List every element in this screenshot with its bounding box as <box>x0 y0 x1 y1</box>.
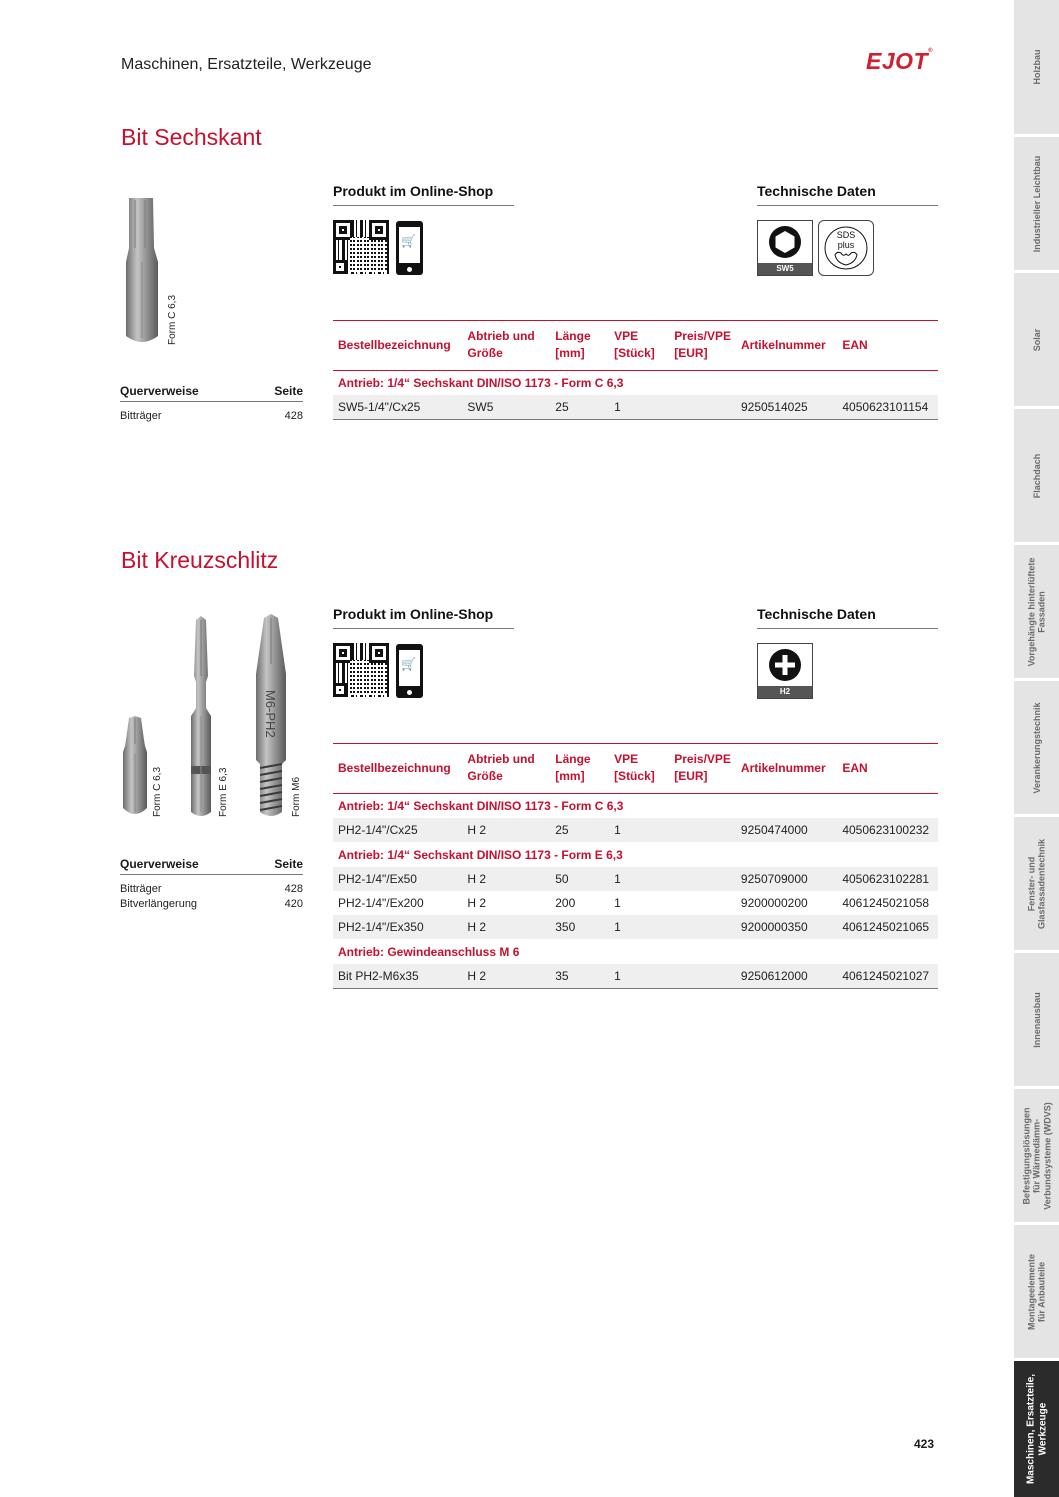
logo-text: EJOT <box>866 48 929 74</box>
cell-article: 9250514025 <box>736 395 837 419</box>
cell-drive: H 2 <box>462 964 550 988</box>
cell-ean: 4061245021027 <box>837 964 938 988</box>
cell-vpe: 1 <box>609 395 669 419</box>
xref-heading: Querverweise <box>120 384 199 398</box>
cross-drive-label: H2 <box>758 686 812 698</box>
col-vpe: VPE [Stück] <box>614 329 655 361</box>
col-bestellbezeichnung: Bestellbezeichnung <box>338 760 451 775</box>
tab-label: Maschinen, Ersatzteile, Werkzeuge <box>1025 1373 1048 1485</box>
cell-drive: H 2 <box>462 818 550 842</box>
col-artikelnummer: Artikelnummer <box>740 760 826 775</box>
cell-drive: H 2 <box>462 867 550 891</box>
col-abtrieb: Abtrieb und Größe <box>467 329 535 361</box>
form-label-c63: Form C 6,3 <box>167 294 178 345</box>
col-laenge: Länge [mm] <box>555 752 591 784</box>
tab-label: Montageelemente für Anbauteile <box>1026 1253 1047 1330</box>
group-row <box>333 939 938 964</box>
cell-length: 200 <box>550 891 609 915</box>
table-row[interactable] <box>333 891 938 915</box>
cart-icon: 🛒 <box>401 234 416 248</box>
tech-data-heading-2: Technische Daten <box>757 606 938 629</box>
cell-price <box>669 395 736 419</box>
cell-vpe: 1 <box>609 867 669 891</box>
tab-solar[interactable] <box>1014 273 1059 409</box>
cell-vpe: 1 <box>609 915 669 939</box>
xref-row[interactable] <box>120 898 303 910</box>
table-row[interactable] <box>333 818 938 842</box>
form-label-c63-2: Form C 6,3 <box>152 766 163 817</box>
col-preis: Preis/VPE [EUR] <box>674 329 731 361</box>
cell-length: 25 <box>550 395 609 419</box>
section-title-bit-kreuzschlitz: Bit Kreuzschlitz <box>121 547 279 573</box>
xref-page: 420 <box>284 898 303 910</box>
cell-article: 9250709000 <box>736 867 837 891</box>
col-bestellbezeichnung: Bestellbezeichnung <box>338 337 451 352</box>
table-row[interactable] <box>333 964 938 988</box>
cell-vpe: 1 <box>609 891 669 915</box>
cell-drive: H 2 <box>462 915 550 939</box>
xref-page-heading-2: Seite <box>274 857 303 871</box>
tab-innenausbau[interactable] <box>1014 953 1059 1089</box>
xref-page-heading: Seite <box>274 384 303 398</box>
product-table-kreuzschlitz <box>333 743 938 989</box>
col-ean: EAN <box>842 337 868 352</box>
tab-label: Flachdach <box>1031 453 1042 498</box>
cart-icon-2: 🛒 <box>401 657 416 671</box>
group-title: Antrieb: 1/4“ Sechskant DIN/ISO 1173 - Form E 6,3 <box>338 847 623 862</box>
qr-code-icon-2[interactable] <box>333 643 389 697</box>
cell-drive: SW5 <box>462 395 550 419</box>
form-label-m6: Form M6 <box>291 777 302 817</box>
table-row[interactable] <box>333 915 938 939</box>
tab-holzbau[interactable] <box>1014 0 1059 137</box>
tab-montageelemente[interactable] <box>1014 1225 1059 1361</box>
tab-label: Industrieller Leichtbau <box>1031 155 1042 252</box>
xref-page: 428 <box>284 883 303 895</box>
tab-wdvs[interactable] <box>1014 1089 1059 1225</box>
col-preis: Preis/VPE [EUR] <box>674 752 731 784</box>
cell-ean: 4061245021058 <box>837 891 938 915</box>
col-artikelnummer: Artikelnummer <box>740 337 826 352</box>
phillips-bit-e-image <box>186 616 216 820</box>
hex-drive-icon <box>757 220 813 276</box>
table-header-row <box>333 321 938 371</box>
sds-plus-icon <box>818 220 874 276</box>
sds-text: SDS <box>836 230 856 240</box>
cell-order: PH2-1/4"/Ex350 <box>333 915 462 939</box>
cell-price <box>669 915 736 939</box>
cross-references-2 <box>120 857 303 910</box>
col-laenge: Länge [mm] <box>555 329 591 361</box>
cell-length: 350 <box>550 915 609 939</box>
phillips-bit-c-image <box>118 716 152 820</box>
cell-order: PH2-1/4"/Ex200 <box>333 891 462 915</box>
tab-label: Innenausbau <box>1031 991 1042 1048</box>
cell-order: PH2-1/4"/Cx25 <box>333 818 462 842</box>
plus-text: plus <box>837 240 855 250</box>
group-title: Antrieb: 1/4“ Sechskant DIN/ISO 1173 - Form C 6,3 <box>338 376 624 391</box>
tab-label: Befestigungslösungen für Wärmedämm- Verbundsysteme (WDVS) <box>1020 1101 1052 1210</box>
cell-ean: 4050623102281 <box>837 867 938 891</box>
cell-article: 9200000200 <box>736 891 837 915</box>
cell-order: SW5-1/4"/Cx25 <box>333 395 462 419</box>
group-row <box>333 793 938 818</box>
cross-drive-icon <box>757 643 813 699</box>
xref-page: 428 <box>284 410 303 422</box>
cell-price <box>669 964 736 988</box>
cell-article: 9250474000 <box>736 818 837 842</box>
table-row[interactable] <box>333 395 938 419</box>
phillips-bit-m6-image <box>248 614 294 820</box>
tab-label: Holzbau <box>1031 49 1042 85</box>
xref-row[interactable] <box>120 883 303 895</box>
cell-vpe: 1 <box>609 818 669 842</box>
logo-mark: ® <box>928 48 933 54</box>
group-title: Antrieb: Gewindeanschluss M 6 <box>338 944 520 959</box>
tab-label: Verankerungstechnik <box>1031 701 1042 794</box>
group-row <box>333 842 938 867</box>
tab-maschinen[interactable] <box>1014 1361 1059 1497</box>
xref-heading-2: Querverweise <box>120 857 199 871</box>
tech-data-heading: Technische Daten <box>757 183 938 206</box>
xref-name: Bitträger <box>120 883 162 895</box>
tab-label: Vorgehängte hinterlüftete Fassaden <box>1026 557 1047 666</box>
mobile-shop-icon[interactable] <box>396 221 423 275</box>
cell-price <box>669 818 736 842</box>
cell-length: 35 <box>550 964 609 988</box>
table-header-row <box>333 744 938 794</box>
tab-industrieller-leichtbau[interactable] <box>1014 137 1059 273</box>
cell-ean: 4061245021065 <box>837 915 938 939</box>
online-shop-heading-2: Produkt im Online-Shop <box>333 606 514 629</box>
col-vpe: VPE [Stück] <box>614 752 655 784</box>
xref-row[interactable] <box>120 410 303 422</box>
cell-ean: 4050623101154 <box>837 395 938 419</box>
tab-label: Fenster- und Glasfassadentechnik <box>1026 838 1047 929</box>
cell-price <box>669 867 736 891</box>
product-table-sechskant <box>333 320 938 420</box>
cross-references-1 <box>120 384 303 422</box>
qr-code-icon[interactable] <box>333 220 389 274</box>
tab-label: Solar <box>1031 328 1042 351</box>
section-title-bit-sechskant: Bit Sechskant <box>121 124 262 150</box>
cell-article: 9250612000 <box>736 964 837 988</box>
tab-glasfassadentechnik[interactable] <box>1014 817 1059 953</box>
tab-flachdach[interactable] <box>1014 409 1059 545</box>
cell-ean: 4050623100232 <box>837 818 938 842</box>
cell-order: Bit PH2-M6x35 <box>333 964 462 988</box>
table-row[interactable] <box>333 867 938 891</box>
cell-length: 50 <box>550 867 609 891</box>
tab-fassaden[interactable] <box>1014 545 1059 681</box>
form-label-e63: Form E 6,3 <box>218 767 229 817</box>
mobile-shop-icon-2[interactable] <box>396 644 423 698</box>
group-title: Antrieb: 1/4“ Sechskant DIN/ISO 1173 - Form C 6,3 <box>338 799 624 814</box>
cell-order: PH2-1/4"/Ex50 <box>333 867 462 891</box>
xref-name: Bitträger <box>120 410 162 422</box>
page-number: 423 <box>914 1437 935 1451</box>
cell-price <box>669 891 736 915</box>
tab-verankerungstechnik[interactable] <box>1014 681 1059 817</box>
cell-drive: H 2 <box>462 891 550 915</box>
hex-drive-label: SW5 <box>758 263 812 275</box>
bit-engraving: M6-PH2 <box>263 690 278 738</box>
cell-length: 25 <box>550 818 609 842</box>
cell-article: 9200000350 <box>736 915 837 939</box>
col-ean: EAN <box>842 760 868 775</box>
cell-vpe: 1 <box>609 964 669 988</box>
col-abtrieb: Abtrieb und Größe <box>467 752 535 784</box>
hex-bit-image <box>120 196 165 348</box>
group-row <box>333 370 938 395</box>
chapter-sidebar <box>1014 0 1059 1497</box>
xref-name: Bitverlängerung <box>120 898 198 910</box>
online-shop-heading: Produkt im Online-Shop <box>333 183 514 206</box>
header-title: Maschinen, Ersatzteile, Werkzeuge <box>121 56 372 73</box>
ejot-logo <box>866 48 933 75</box>
